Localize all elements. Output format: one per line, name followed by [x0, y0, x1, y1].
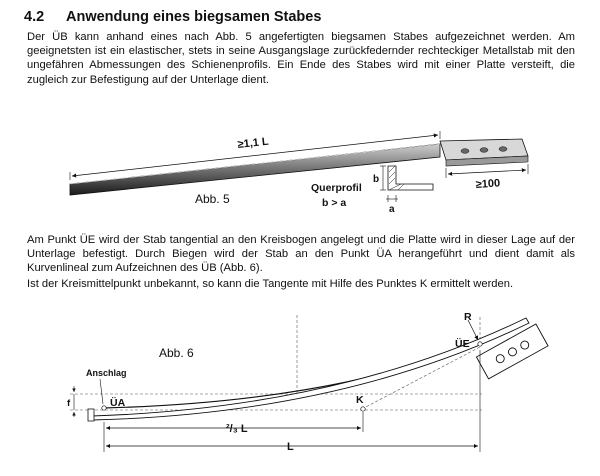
point-k	[361, 407, 365, 411]
anschlag-label: Anschlag	[86, 368, 127, 378]
point-ue-label: ÜE	[455, 338, 470, 350]
dim-l-label: L	[287, 441, 294, 453]
length-label: ≥1,1 L	[237, 135, 270, 151]
dim-f-label: f	[67, 398, 71, 409]
bent-bar	[92, 318, 529, 420]
point-k-label: K	[356, 394, 364, 406]
point-ue	[478, 342, 482, 346]
profile-dim-a: a	[389, 204, 395, 215]
profile-dim-b: b	[373, 174, 380, 185]
radius-label: R	[464, 311, 472, 323]
point-ua-label: ÜA	[110, 397, 126, 409]
figure-6-caption: Abb. 6	[159, 346, 194, 360]
paragraph-usage: Am Punkt ÜE wird der Stab tangential an den Kreisbogen angelegt und die Platte wird in dieser Lage auf der Unterlage befestigt. Durch Biegen wird der Stab an den Punkt ÜA herangeführt und dient damit als Kurvenlineal zum Aufzeichnen des ÜB (Abb. 6).	[27, 234, 575, 275]
paragraph-intro: Der ÜB kann anhand eines nach Abb. 5 angefertigten biegsamen Stabes aufgezeichnet werden. Am geeignetsten ist ein elastischer, stets in seine Ausgangslage zurückfedernder rechteckiger Metallstab mit den ungefähren Abmessungen des Schienenprofils. Ein Ende des Stabes wird mit einer Platte versteift, die zugleich zur Befestigung auf der Unterlage dient.	[27, 31, 575, 86]
paragraph-note: Ist der Kreismittelpunkt unbekannt, so kann die Tangente mit Hilfe des Punktes K ermittelt werden.	[27, 278, 514, 290]
anschlag-stop	[88, 409, 94, 421]
point-ua	[102, 406, 106, 410]
profile-condition: b > a	[322, 197, 347, 209]
section-number: 4.2	[24, 9, 45, 25]
plate-dimension-label: ≥100	[475, 177, 501, 191]
dim-two-thirds-label: ²/₃ L	[226, 423, 248, 435]
profile-title: Querprofil	[311, 182, 362, 194]
figure-5-caption: Abb. 5	[195, 192, 230, 206]
section-title: Anwendung eines biegsamen Stabes	[66, 9, 322, 25]
